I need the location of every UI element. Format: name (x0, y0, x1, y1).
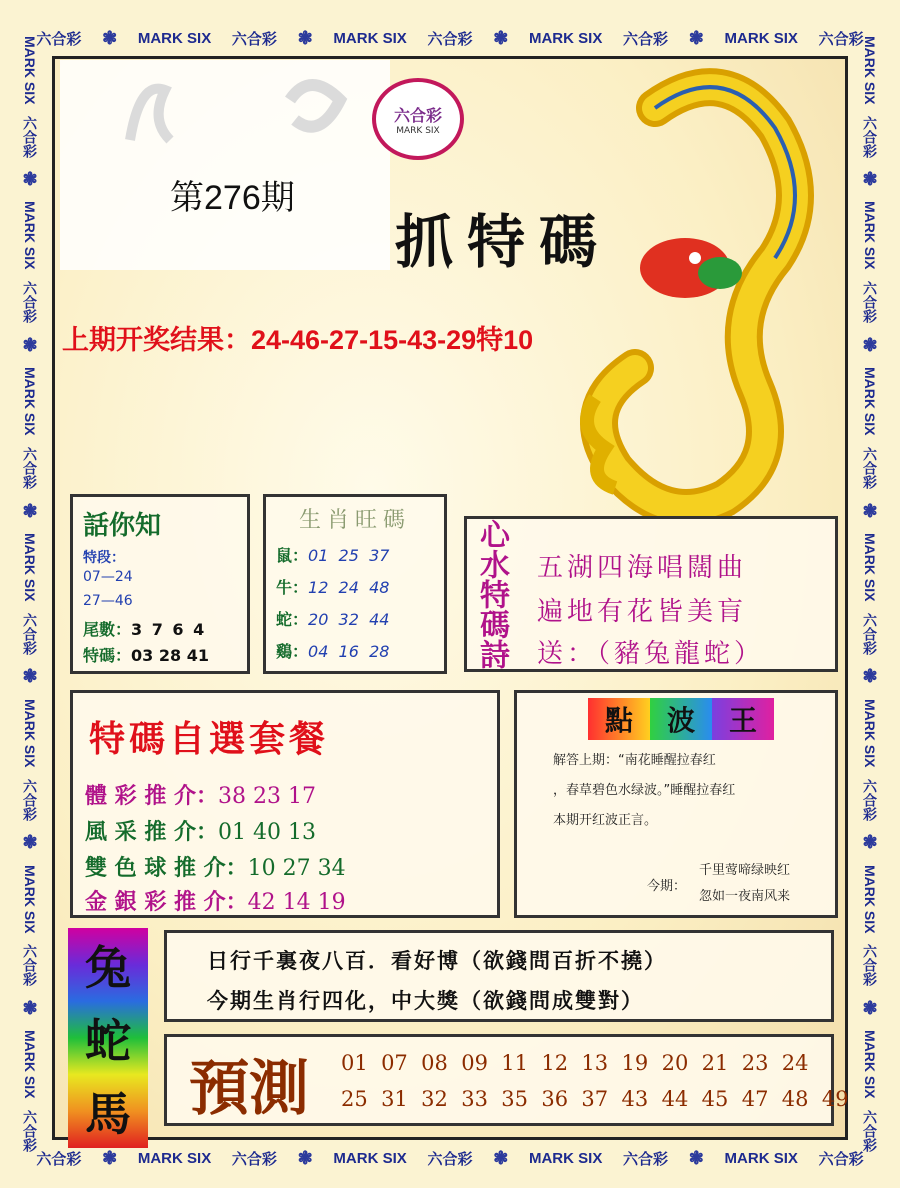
zodiac-nums: 04 16 28 (308, 642, 390, 661)
brand-text: 六合彩 (427, 1150, 473, 1168)
mark-text: MARK SIX (22, 367, 38, 436)
answer-line-3: 本期开红波正言。 (553, 813, 658, 828)
package-label: 雙 色 球 推 介： (85, 855, 248, 881)
code-values: 03 28 41 (131, 646, 209, 665)
brand-text: 六合彩 (22, 1110, 38, 1153)
brand-text: 六合彩 (22, 612, 38, 655)
package-box (70, 690, 500, 918)
poem-box (464, 516, 838, 672)
prediction-box (164, 1034, 849, 1126)
flower-icon: ❃ (22, 997, 38, 1018)
brand-text: 六合彩 (231, 1150, 277, 1168)
mark-text: MARK SIX (22, 1030, 38, 1099)
brand-text: 六合彩 (231, 30, 277, 48)
segment-range-2: 27—46 (83, 593, 133, 609)
dragon-icon (575, 68, 845, 518)
flower-icon: ❃ (862, 997, 878, 1018)
three-animals-strip (68, 928, 148, 1148)
zodiac-animal: 鼠： (276, 546, 309, 565)
package-row (85, 815, 316, 846)
flower-icon: ❃ (22, 832, 38, 853)
prediction-row-2: 25 31 32 33 35 36 37 43 44 45 47 48 49 (341, 1087, 849, 1111)
zodiac-row (276, 543, 389, 566)
flower-icon: ❃ (22, 169, 38, 190)
right-border-strip (848, 30, 892, 1158)
code-label: 特碼： (83, 646, 132, 665)
zodiac-animal: 牛： (276, 578, 309, 597)
hua-ni-zhi-box (70, 494, 250, 674)
package-row (85, 885, 346, 916)
brand-text: 六合彩 (36, 30, 82, 48)
top-border-strip (0, 16, 900, 60)
flower-icon: ❃ (22, 666, 38, 687)
brand-text: 六合彩 (22, 447, 38, 490)
package-label: 風 采 推 介： (85, 819, 218, 845)
mark-text: MARK SIX (528, 29, 603, 47)
brand-text: 六合彩 (862, 447, 878, 490)
brand-text: 六合彩 (862, 1110, 878, 1153)
mark-text: MARK SIX (724, 29, 798, 47)
mark-text: MARK SIX (724, 1149, 798, 1167)
today-line-1: 千里莺啼绿映红 (699, 863, 791, 878)
flower-icon: ❃ (22, 334, 38, 355)
brand-text: 六合彩 (623, 1150, 669, 1168)
last-result-numbers: 24-46-27-15-43-29特10 (251, 325, 534, 355)
prediction-row-1: 01 07 08 09 11 12 13 19 20 21 23 24 (341, 1051, 809, 1075)
flower-icon: ❃ (688, 1147, 704, 1168)
issue-number: 第276期 (170, 179, 295, 217)
last-result-label: 上期开奖结果： (62, 325, 251, 355)
flower-icon: ❃ (493, 1147, 509, 1168)
tail-label: 尾數： (83, 620, 132, 639)
brand-text: 六合彩 (818, 1150, 864, 1168)
animal-char: 馬 (85, 1087, 131, 1142)
package-nums: 01 40 13 (217, 820, 316, 845)
mark-text: MARK SIX (137, 1149, 212, 1167)
mark-text: MARK SIX (862, 864, 878, 933)
segment-label: 特段： (83, 550, 125, 566)
answer-line-1: 解答上期：“南花睡醒拉春红 (553, 753, 716, 768)
brand-text: 六合彩 (862, 944, 878, 987)
package-nums: 42 14 19 (247, 890, 346, 915)
package-nums: 10 27 34 (247, 856, 346, 881)
flower-icon: ❃ (862, 832, 878, 853)
flower-icon: ❃ (862, 666, 878, 687)
brand-text: 六合彩 (862, 778, 878, 821)
zodiac-title: 生肖旺碼 (298, 508, 411, 533)
zodiac-row (276, 639, 389, 662)
zodiac-animal: 蛇： (276, 610, 309, 629)
code-row (83, 643, 209, 666)
mark-text: MARK SIX (333, 1149, 407, 1167)
poem-line-3: 送：（豬兔龍蛇） (537, 639, 765, 669)
prediction-label: 預測 (189, 1054, 309, 1124)
wave-king-title (588, 698, 774, 740)
brand-text: 六合彩 (22, 115, 38, 158)
poem-line-1: 五湖四海唱闊曲 (537, 553, 748, 583)
brand-text: 六合彩 (427, 30, 473, 48)
mark-text: MARK SIX (22, 533, 38, 602)
wave-title-char: 王 (712, 698, 774, 740)
flower-icon: ❃ (297, 27, 313, 48)
mark-text: MARK SIX (137, 29, 212, 47)
page-title: 抓特碼 (395, 208, 612, 276)
package-row (85, 851, 346, 882)
mark-text: MARK SIX (22, 35, 38, 105)
last-result (62, 318, 533, 357)
brand-text: 六合彩 (862, 281, 878, 324)
brand-text: 六合彩 (22, 281, 38, 324)
today-line-2: 忽如一夜南风来 (699, 889, 791, 904)
wave-title-char: 點 (588, 698, 650, 740)
flower-icon: ❃ (862, 334, 878, 355)
package-row (85, 779, 316, 810)
zodiac-nums: 20 32 44 (308, 610, 390, 629)
mark-text: MARK SIX (22, 201, 38, 270)
mark-six-logo (372, 78, 464, 160)
mark-text: MARK SIX (333, 29, 407, 47)
answer-line-2: ，春草碧色水绿波。”睡醒拉春红 (553, 783, 736, 798)
logo-text: 六合彩 (393, 105, 442, 125)
mark-text: MARK SIX (528, 1149, 603, 1167)
flower-icon: ❃ (102, 27, 118, 48)
zodiac-box (263, 494, 447, 674)
flower-icon: ❃ (862, 169, 878, 190)
zodiac-row (276, 575, 389, 598)
flower-icon: ❃ (688, 27, 704, 48)
zodiac-nums: 01 25 37 (308, 546, 390, 565)
flower-icon: ❃ (102, 1147, 118, 1168)
poem-side-title: 心水特碼詩 (474, 519, 509, 669)
hua-ni-zhi-title: 話你知 (83, 511, 162, 541)
segment-range-1: 07—24 (83, 569, 133, 585)
mark-text: MARK SIX (862, 367, 878, 436)
tail-row (83, 617, 206, 640)
flower-icon: ❃ (297, 1147, 313, 1168)
brand-text: 六合彩 (22, 944, 38, 987)
zodiac-nums: 12 24 48 (308, 578, 390, 597)
flower-icon: ❃ (862, 500, 878, 521)
package-nums: 38 23 17 (217, 784, 316, 809)
brand-text: 六合彩 (36, 1150, 82, 1168)
mark-text: MARK SIX (862, 1030, 878, 1099)
poem-line-2: 遍地有花皆美肓 (537, 597, 748, 627)
brand-text: 六合彩 (22, 778, 38, 821)
brand-text: 六合彩 (623, 30, 669, 48)
tail-values: 3 7 6 4 (131, 620, 207, 639)
slogan-line-2: 今期生肖行四化，中大獎（欲錢問成雙對） (207, 988, 644, 1013)
brand-text: 六合彩 (818, 30, 864, 48)
package-label: 金 銀 彩 推 介： (85, 889, 248, 915)
slogan-line-1: 日行千裏夜八百．看好博（欲錢問百折不撓） (207, 948, 667, 973)
logo-subtext: MARK SIX (396, 125, 440, 136)
zodiac-row (276, 607, 389, 630)
wave-title-char: 波 (650, 698, 712, 740)
package-label: 體 彩 推 介： (85, 783, 218, 809)
header-highlight (60, 60, 390, 270)
today-label: 今期： (647, 879, 687, 894)
flower-icon: ❃ (22, 500, 38, 521)
mark-text: MARK SIX (862, 201, 878, 270)
slogan-box (164, 930, 834, 1022)
brand-text: 六合彩 (862, 612, 878, 655)
animal-char: 兔 (85, 940, 131, 995)
flower-icon: ❃ (493, 27, 509, 48)
mark-text: MARK SIX (862, 698, 878, 768)
package-title: 特碼自選套餐 (89, 718, 330, 760)
left-border-strip (8, 30, 52, 1158)
mark-text: MARK SIX (862, 35, 878, 105)
zodiac-animal: 鷄： (276, 642, 309, 661)
mark-text: MARK SIX (22, 698, 38, 768)
brand-text: 六合彩 (862, 115, 878, 158)
mark-text: MARK SIX (22, 864, 38, 933)
mark-text: MARK SIX (862, 533, 878, 602)
animal-char: 蛇 (85, 1013, 131, 1068)
